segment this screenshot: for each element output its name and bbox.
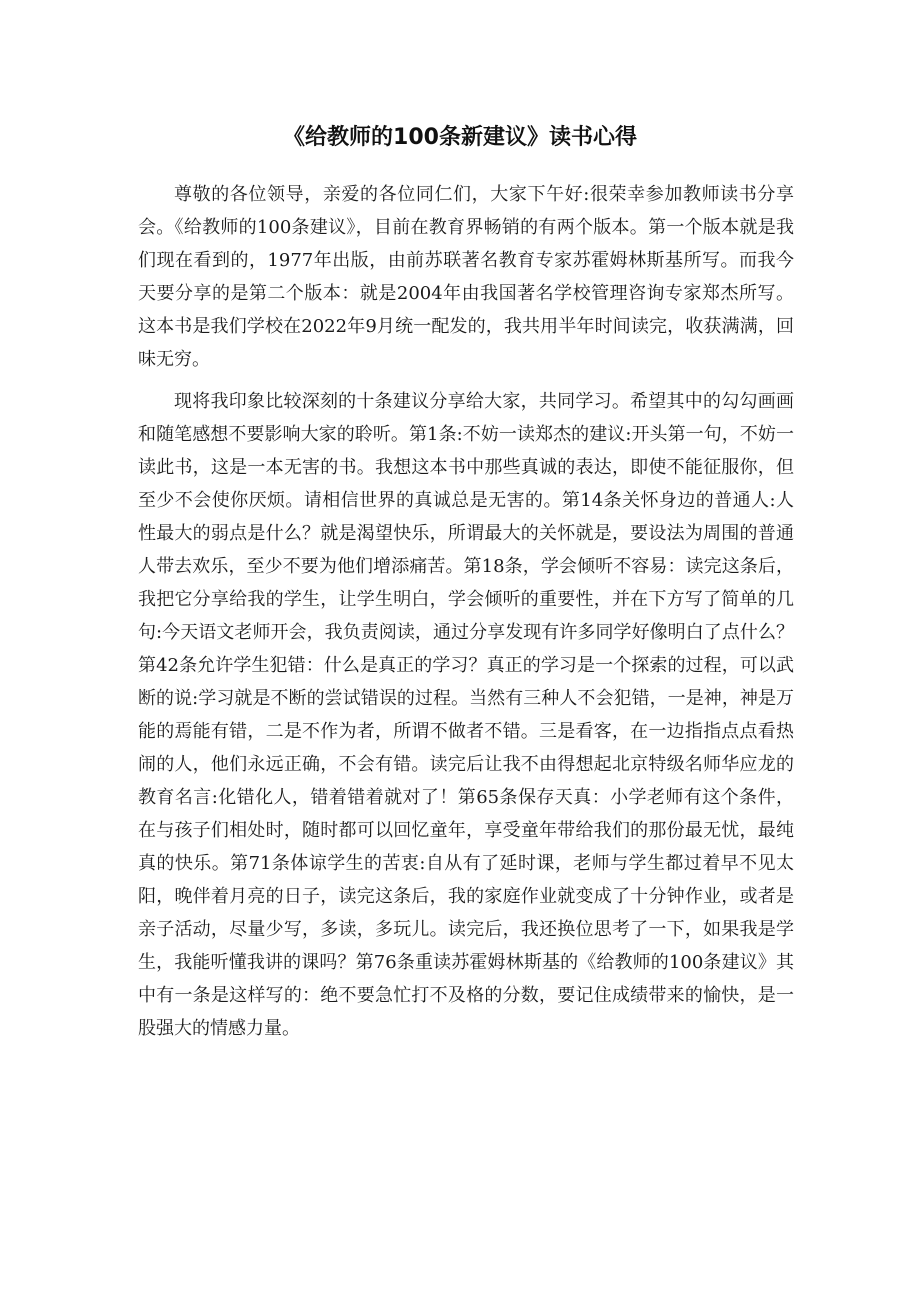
document-title: 《给教师的100条新建议》读书心得	[283, 125, 637, 150]
paragraph-suggestions: 现将我印象比较深刻的十条建议分享给大家，共同学习。希望其中的勾勾画画和随笔感想不要影响大家的聆听。第1条:不妨一读郑杰的建议:开头第一句，不妨一读此书，这是一本无害的书。我想这本书中那些真诚的表达，即使不能征服你，但至少不会使你厌烦。请相信世界的真诚总是无害的。第14条关怀身边的普通人:人性最大的弱点是什么？就是渴望快乐，所谓最大的关怀就是，要设法为周围的普通人带去欢乐，至少不要为他们增添痛苦。第18条，学会倾听不容易：读完这条后，我把它分享给我的学生，让学生明白，学会倾听的重要性，并在下方写了简单的几句:今天语文老师开会，我负责阅读，通过分享发现有许多同学好像明白了点什么？第42条允许学生犯错：什么是真正的学习？真正的学习是一个探索的过程，可以武断的说:学习就是不断的尝试错误的过程。当然有三种人不会犯错，一是神，神是万能的焉能有错，二是不作为者，所谓不做者不错。三是看客，在一边指指点点看热闹的人，他们永远正确，不会有错。读完后让我不由得想起北京特级名师华应龙的教育名言:化错化人，错着错着就对了！第65条保存天真：小学老师有这个条件，在与孩子们相处时，随时都可以回忆童年，享受童年带给我们的那份最无忧，最纯真的快乐。第71条体谅学生的苦衷:自从有了延时课，老师与学生都过着早不见太阳，晚伴着月亮的日子，读完这条后，我的家庭作业就变成了十分钟作业，或者是亲子活动，尽量少写，多读，多玩儿。读完后，我还换位思考了一下，如果我是学生，我能听懂我讲的课吗？第76条重读苏霍姆林斯基的《给教师的100条建议》其中有一条是这样写的：绝不要急忙打不及格的分数，要记住成绩带来的愉快，是一股强大的情感力量。	[138, 391, 794, 1039]
paragraph-intro: 尊敬的各位领导，亲爱的各位同仁们，大家下午好:很荣幸参加教师读书分享会。《给教师的100条建议》，目前在教育界畅销的有两个版本。第一个版本就是我们现在看到的，1977年出版，由前苏联著名教育专家苏霍姆林斯基所写。而我今天要分享的是第二个版本：就是2004年由我国著名学校管理咨询专家郑杰所写。这本书是我们学校在2022年9月统一配发的，我共用半年时间读完，收获满满，回味无穷。	[138, 184, 794, 370]
document-body	[138, 178, 794, 1054]
